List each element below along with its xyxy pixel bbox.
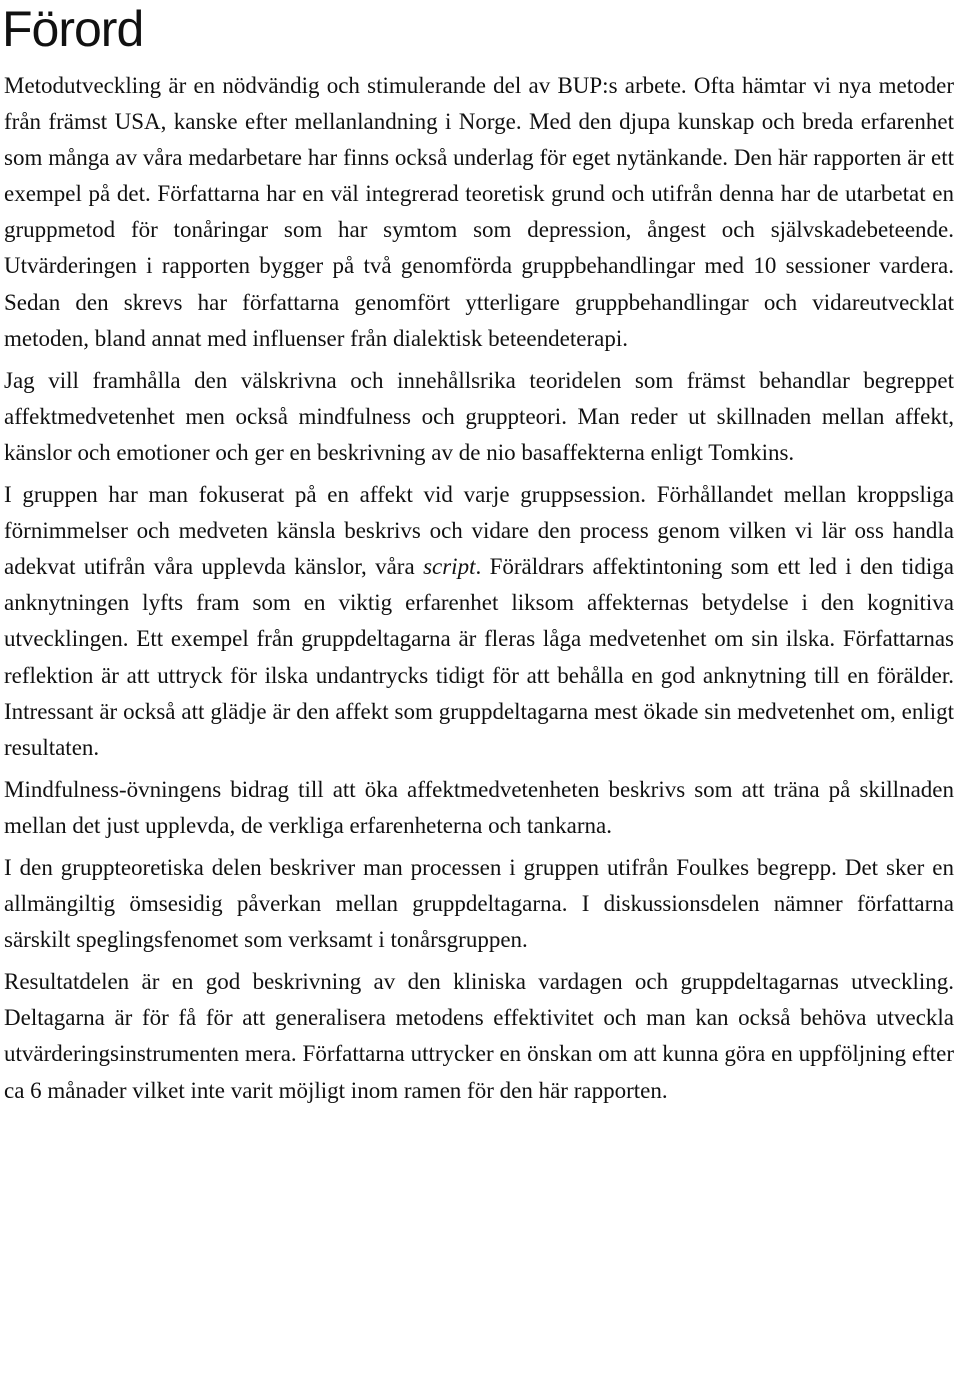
paragraph-group-theory: I den gruppteoretiska delen beskriver man processen i gruppen utifrån Foulkes begrepp. Det sker en allmängiltig ömsesidig påverkan mellan gruppdeltagarna. I diskussionsdelen nämner författarna särskilt speglingsfenomet som verksamt i tonårsgruppen.: [4, 854, 954, 953]
paragraph-affect-sessions: [4, 477, 954, 766]
paragraph-results: Resultatdelen är en god beskrivning av den kliniska vardagen och gruppdeltagarnas utveckling. Deltagarna är för få för att generalisera metodens effektivitet och man kan också behöva utveckla utvärderingsinstrumenten mera. Författarna uttrycker en önskan om att kunna göra en uppföljning efter ca 6 månader vilket inte varit möjligt inom ramen för den här rapporten.: [4, 969, 954, 1103]
page-title: Förord: [2, 1, 144, 57]
document-page: [4, 0, 954, 1115]
italic-term-script: script: [423, 554, 476, 580]
paragraph-affect-text-before: I gruppen har man fokuserat på en affekt vid varje gruppsession. Förhållandet mellan kroppsliga förnimmelser och medveten känsla beskrivs och vidare den process genom vilken vi lär oss handla adekvat utifrån våra upplevda känslor, våra: [4, 482, 954, 580]
paragraph-mindfulness: Mindfulness-övningens bidrag till att öka affektmedvetenheten beskrivs som att träna på skillnaden mellan det just upplevda, de verkliga erfarenheterna och tankarna.: [4, 776, 954, 838]
paragraph-affect-text-after: . Föräldrars affektintoning som ett led i den tidiga anknytningen lyfts fram som en viktig erfarenhet liksom affekternas betydelse i den kognitiva utvecklingen. Ett exempel från gruppdeltagarna är fleras låga medvetenhet om sin ilska. Författarnas reflektion är att uttryck för ilska undantrycks tidigt för att behålla en god anknytning till en förälder. Intressant är också att glädje är den affekt som gruppdeltagarna mest ökade sin medvetenhet om, enligt resultaten.: [4, 554, 954, 760]
paragraph-theory: Jag vill framhålla den välskrivna och innehållsrika teoridelen som främst behandlar begreppet affektmedvetenhet men också mindfulness och gruppteori. Man reder ut skillnaden mellan affekt, känslor och emotioner och ger en beskrivning av de nio basaffekterna enligt Tomkins.: [4, 367, 954, 465]
paragraph-intro: Metodutveckling är en nödvändig och stimulerande del av BUP:s arbete. Ofta hämtar vi nya metoder från främst USA, kanske efter mellanlandning i Norge. Med den djupa kunskap och breda erfarenhet som många av våra medarbetare har finns också underlag för eget nytänkande. Den här rapporten är ett exempel på det. Författarna har en väl integrerad teoretisk grund och utifrån denna har de utarbetat en gruppmetod för tonåringar som har symtom som depression, ångest och självskadebeteende. Utvärderingen i rapporten bygger på två genomförda gruppbehandlingar med 10 sessioner vardera. Sedan den skrevs har författarna genomfört ytterligare gruppbehandlingar och vidareutvecklat metoden, bland annat med influenser från dialektisk beteendeterapi.: [4, 73, 954, 351]
